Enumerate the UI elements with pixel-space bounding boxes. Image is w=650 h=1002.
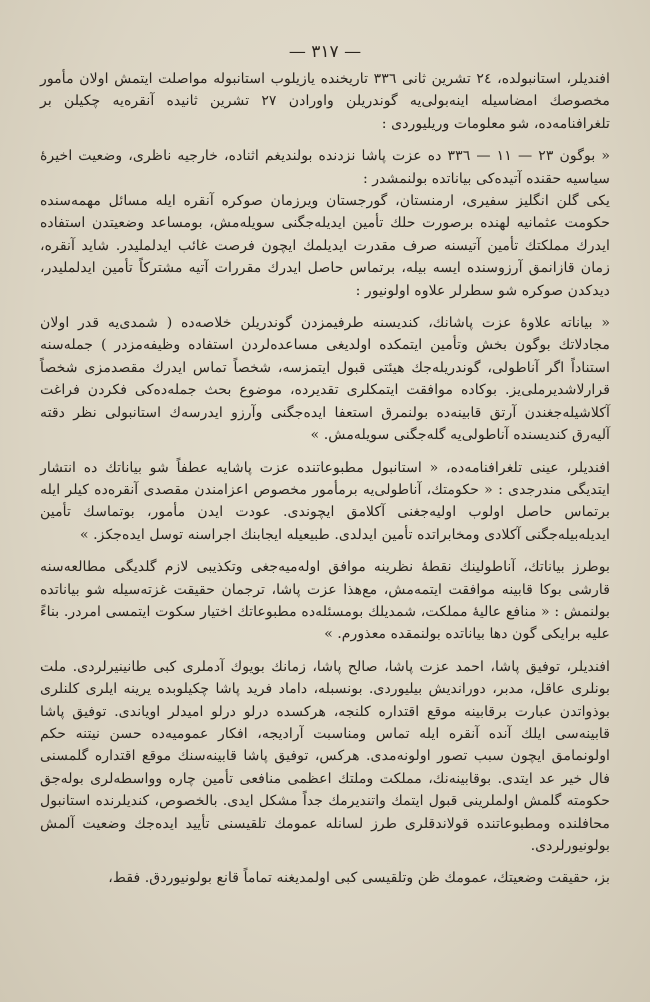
- paragraph: افندیلر، عینی تلغرافنامه‌ده، « استانبول مطبوعاتنده عزت پاشایه عطفاً شو بیاناتك ده انتشار ایتدیگی مندرجدی : « حکومتك، آناطولی‌یه برمأمور مخصوص اعزامندن مقصدی آنقره‌ده کیلر ایله برتماس حاصل اولوب اولیه‌جغنی آکلامق ایچوندی. عودت ایدن مأمور، بوتماسك تأمین ایدیله‌بیله‌جگنی آکلادی ومخابراتده تأمین ایدلدی. طبیعیله ایجابنك اجراسنه توسل ایده‌جکز. »: [40, 459, 610, 543]
- paragraph: « بوگون ٢٣ — ١١ — ٣٣٦ ده عزت پاشا نزدنده بولندیغم اثناده، خارجیه ناظری، وضعیت اخیرهٔ سیاسیه حقنده آتیده‌کی بیاناتده بولنمشدر :: [40, 148, 610, 187]
- page-number: — ٣١٧ —: [288, 42, 362, 62]
- paragraph: یکی گلن انگلیز سفیری، ارمنستان، گورجستان ویرزمان صوکره آنقره ایله مسائل مهمه‌سنده حکومت عثمانیه لهنده برصورت حلك تأمین ایدیله‌جگنی سویله‌مش، بومساعد وضعیتدن استفاده ایدرك مملکتك تأمین آتیسنه صرف مقدرت ایدیلمك ایچون فرصت غائب ایدلملیدر. شاید آنقره، زمان قازانمق آرزوسنده ایسه بیله، برتماس حاصل ایدرك مقررات آتیه مشترکاً تأمین ایدلملیدر، دیدکدن صوکره شو سطرلر علاوه اولونیور :: [40, 193, 610, 299]
- paragraph: افندیلر، توفیق پاشا، احمد عزت پاشا، صالح پاشا، زمانك بویوك آدملری کبی طانینیرلردی. ملت بونلری عاقل، مدبر، دوراندیش بیلیوردی. بونسبله، داماد فرید پاشا چکیلوبده یرینه ایلری کلنلری بوذواتدن عبارت برقابینه موقع اقتداره کلنجه، هرکسده درلو درلو امیدلر اویاندی. توفیق پاشا قابینه‌سی ایلك آنده آنقره ایله تماس ومناسبت آرادیجه، افکار عمومیه‌ده حسن نیتنه حکم اولونمامق ایچون سبب تصور اولونه‌مدی. هرکس، توفیق پاشا قابینه‌سنك موقع اقتداره گلمسنی فال خیر عد ایتدی. بوقابینه‌نك، مملکت وملتك اعظمی منافعی تأمین چاره وواسطه‌لری بوله‌جق حکومته گلمش اولملرینی قبول ایتمك واتندیرمك جداً مشکل ایدی. بالخصوص، کندیلرنده استانبول محافلنده ومطبوعاتنده قولاندقلری طرز لسانله عمومك تلقیسنی تأیید ایده‌جك وضعیت آلمش بولونیورلردی.: [40, 658, 610, 854]
- paragraph: افندیلر، استانبولده، ٢٤ تشرین ثانی ٣٣٦ تاریخنده یازیلوب استانبوله مواصلت ایتمش اولان مأمور مخصوصك امضاسیله اینه‌بولی‌یه گوندریلن واورادن ٢٧ تشرین ثانیده آنقره‌یه چکیلن بر تلغرافنامه‌ده، شو معلومات وریلیوردی :: [40, 71, 611, 132]
- paragraph: بز، حقیقت وضعیتك، عمومك ظن وتلقیسی کبی اولمدیغنه تماماً قانع بولونیوردق. فقط،: [108, 870, 610, 887]
- paragraph: « بیاناته علاوهٔ عزت پاشانك، کندیسنه طرفیمزدن گوندریلن خلاصه‌ده ( شمدی‌یه قدر اولان مجادلاتك بوگون بخش وتأمین ایتمکده اولدیغی مساعده‌لردن استفاده وظیفه‌مزدر ) جمله‌سنه استناداً اگر آناطولی، گوندریله‌جك هیئتی قبول ایتمزسه، شخصاً تماس ایدرك مقصدمزی شخصاً قرارلاشدیرملی‌یز. بوکاده موافقت ایتمکلری تقدیرده، موضوع بحث جمله‌ده‌کی فکردن فراغت آکلاشیله‌جغندن آرتق قابینه‌ده بولنمرق استعفا ایده‌جگنی وآرزو ایدرسه‌ك استانبولی نظر دقته آلیه‌رق کندیسنده آناطولی‌یه گله‌جگنی سویله‌مش. »: [40, 315, 610, 444]
- paragraph: بوطرز بیاناتك، آناطولینك نقطهٔ نظرینه موافق اوله‌میه‌جغی وتکذیبی لازم گلدیگی مطالعه‌سنه قارشی بوکا قابینه موافقت ایتمه‌مش، مع‌هذا عزت پاشا، ترجمان حقیقت غزته‌سیله شو بیاناتده بولنمش : « منافع عالیهٔ مملکت، شمدیلك بومسئله‌ده مطبوعاتك اختیار سکوت ایتمسی امردر. بناءً علیه برایکی گون دها بیاناتده بولنمقده معذورم. »: [40, 559, 610, 643]
- body-text: [40, 68, 610, 890]
